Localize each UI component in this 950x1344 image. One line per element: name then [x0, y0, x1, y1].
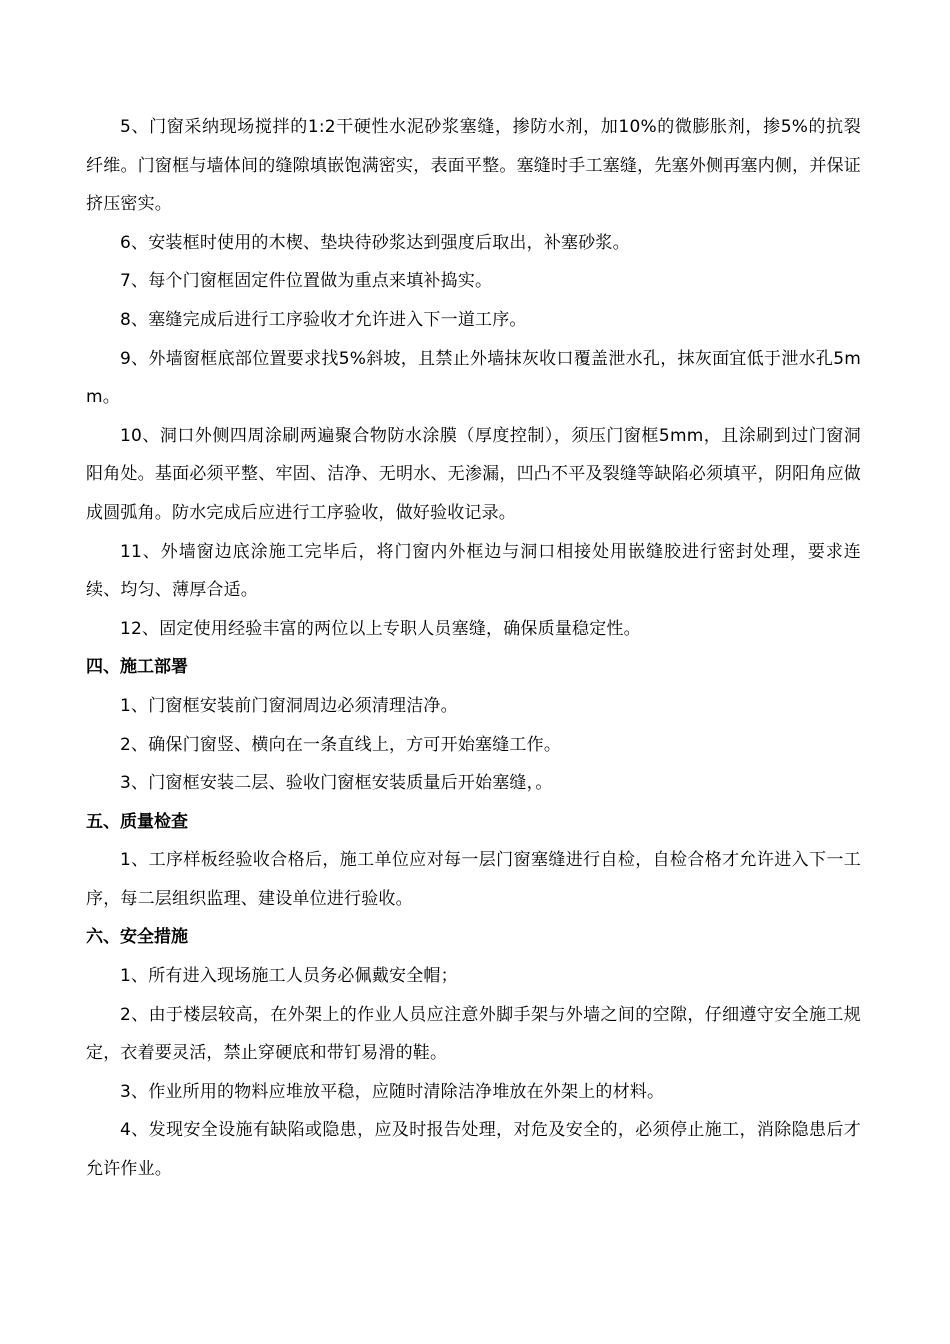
- paragraph-item-12: 12、固定使用经验丰富的两位以上专职人员塞缝，确保质量稳定性。: [120, 618, 641, 639]
- quality-item-1: 1、工序样板经验收合格后，施工单位应对每一层门窗塞缝进行自检，自检合格才允许进入下一工序，每二层组织监理、建设单位进行验收。: [86, 850, 861, 909]
- deployment-item-1: 1、门窗框安装前门窗洞周边必须清理洁净。: [120, 695, 458, 716]
- paragraph-item-10: 10、洞口外侧四周涂刷两遍聚合物防水涂膜（厚度控制），须压门窗框5mm，且涂刷到过门窗洞阳角处。基面必须平整、牢固、洁净、无明水、无渗漏，凹凸不平及裂缝等缺陷必须填平，阴阳角应做成圆弧角。防水完成后应进行工序验收，做好验收记录。: [86, 425, 861, 523]
- section-heading-deployment: 四、施工部署: [86, 657, 188, 678]
- section-heading-safety: 六、安全措施: [86, 927, 188, 948]
- document-page: [86, 108, 861, 1189]
- paragraph-item-7: 7、每个门窗框固定件位置做为重点来填补捣实。: [120, 271, 493, 292]
- section-heading-quality: 五、质量检查: [86, 811, 188, 832]
- deployment-item-3: 3、门窗框安装二层、验收门窗框安装质量后开始塞缝，。: [120, 773, 553, 794]
- paragraph-item-8: 8、塞缝完成后进行工序验收才允许进入下一道工序。: [120, 309, 527, 330]
- paragraph-item-5: 5、门窗采纳现场搅拌的1:2干硬性水泥砂浆塞缝，掺防水剂，加10%的微膨胀剂，掺5%的抗裂纤维。门窗框与墙体间的缝隙填嵌饱满密实，表面平整。塞缝时手工塞缝，先塞外侧再塞内侧，并保证挤压密实。: [86, 117, 861, 215]
- safety-item-2: 2、由于楼层较高，在外架上的作业人员应注意外脚手架与外墙之间的空隙，仔细遵守安全施工规定，衣着要灵活，禁止穿硬底和带钉易滑的鞋。: [86, 1004, 861, 1064]
- paragraph-item-9: 9、外墙窗框底部位置要求找5%斜坡，且禁止外墙抹灰收口覆盖泄水孔，抹灰面宜低于泄水孔5mm。: [86, 348, 861, 408]
- safety-item-1: 1、所有进入现场施工人员务必佩戴安全帽；: [120, 966, 458, 987]
- paragraph-item-11: 11、外墙窗边底涂施工完毕后，将门窗内外框边与洞口相接处用嵌缝胶进行密封处理，要求连续、均匀、薄厚合适。: [86, 541, 861, 601]
- safety-item-3: 3、作业所用的物料应堆放平稳，应随时清除洁净堆放在外架上的材料。: [120, 1081, 665, 1102]
- deployment-item-2: 2、确保门窗竖、横向在一条直线上，方可开始塞缝工作。: [120, 734, 562, 755]
- paragraph-item-6: 6、安装框时使用的木楔、垫块待砂浆达到强度后取出，补塞砂浆。: [120, 232, 630, 253]
- safety-item-4: 4、发现安全设施有缺陷或隐患，应及时报告处理，对危及安全的，必须停止施工，消除隐患后才允许作业。: [86, 1120, 861, 1180]
